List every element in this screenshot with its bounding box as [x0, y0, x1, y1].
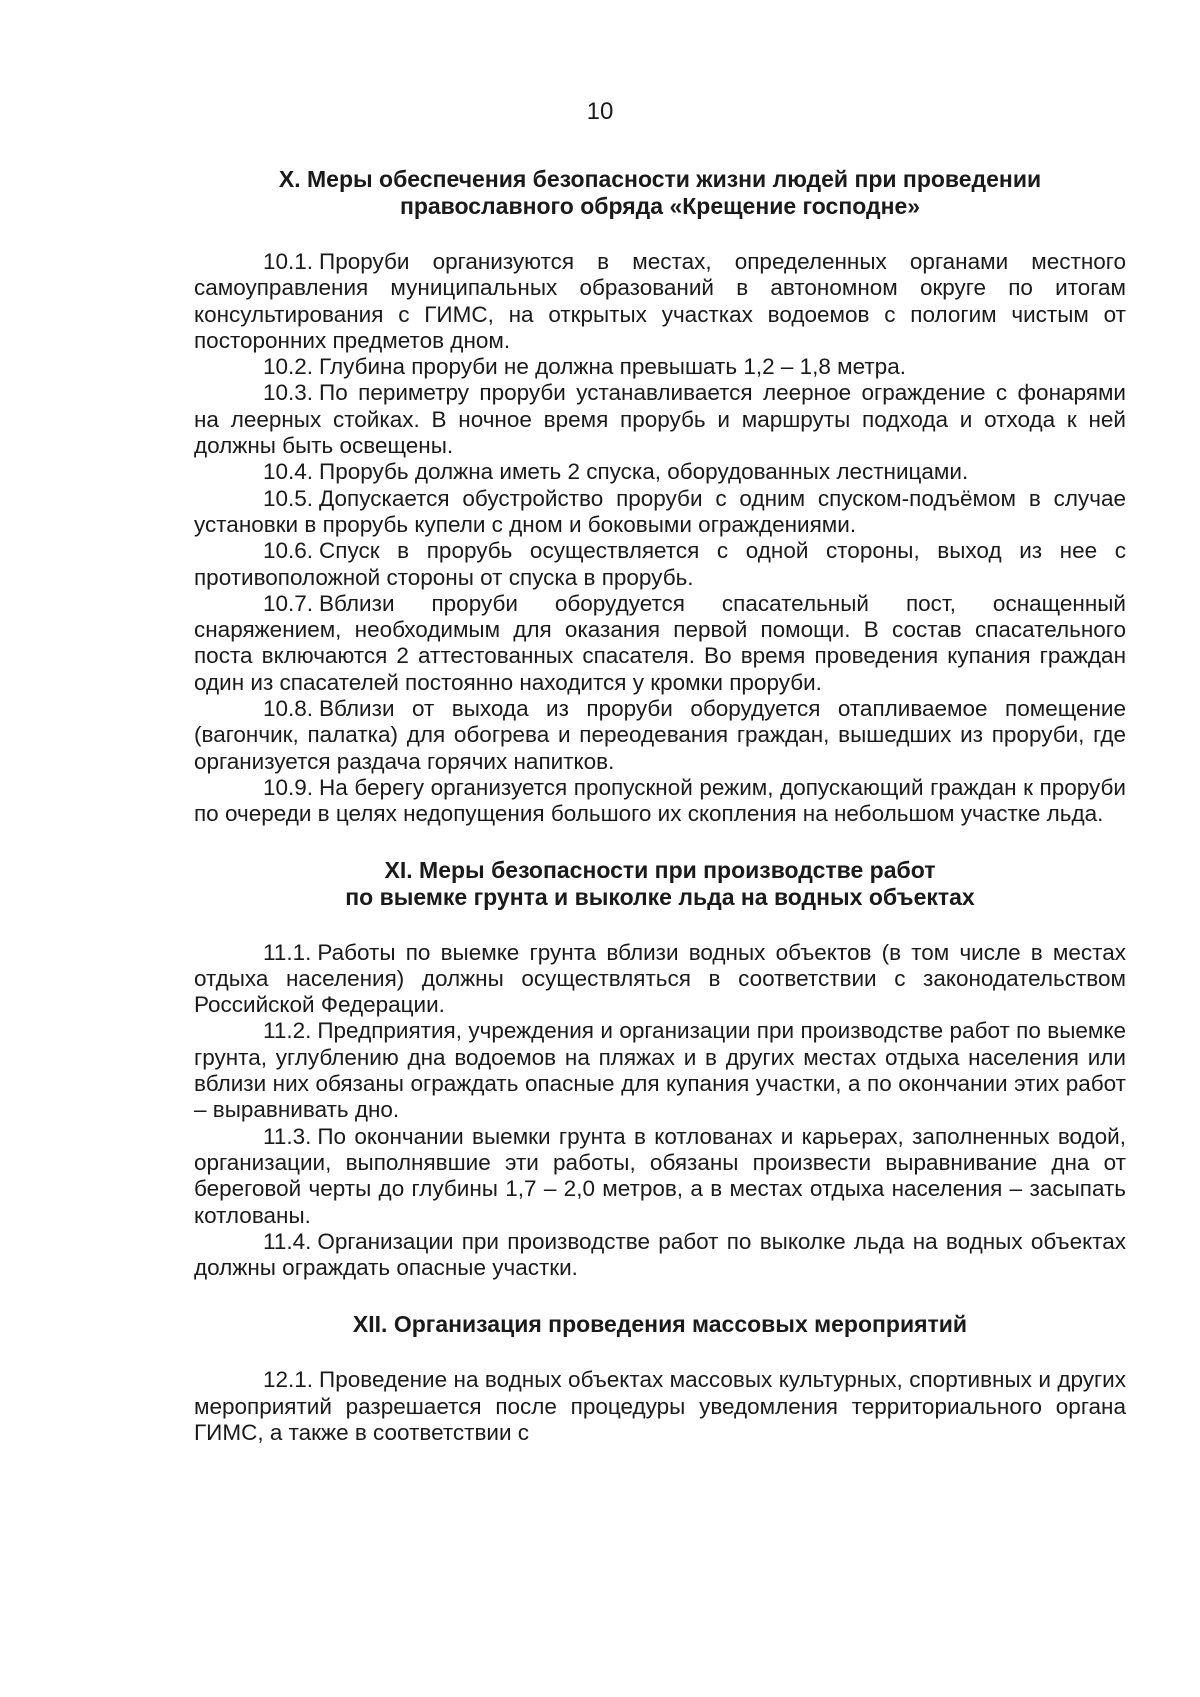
- section-x: [194, 166, 1126, 828]
- section-title-line: X. Меры обеспечения безопасности жизни людей при проведении: [278, 166, 1042, 192]
- section-title-line: XI. Меры безопасности при производстве работ: [384, 856, 936, 883]
- paragraph-number: 10.3.: [263, 380, 314, 406]
- paragraph-text: Глубина проруби не должна превышать 1,2 – 1,8 метра.: [319, 354, 906, 380]
- document-body: [194, 166, 1126, 1446]
- paragraph-text: Работы по выемке грунта вблизи водных объектов (в том числе в местах отдыха населения) должны осуществляться в соответствии с законодательством Российской Федерации.: [194, 939, 1126, 1018]
- paragraph-text: Предприятия, учреждения и организации при производстве работ по выемке грунта, углублению дна водоемов на пляжах и в других местах отдыха населения или вблизи них обязаны ограждать опасные для купания участки, а по окончании этих работ – выравнивать дно.: [194, 1018, 1126, 1123]
- paragraph-text: На берегу организуется пропускной режим, допускающий граждан к проруби по очереди в целях недопущения большого их скопления на небольшом участке льда.: [194, 774, 1126, 827]
- paragraph-number: 10.2.: [263, 354, 314, 380]
- section-xi: [194, 857, 1126, 1282]
- paragraph-number: 10.7.: [263, 590, 314, 616]
- section-title-line: по выемке грунта и выколке льда на водных объектах: [345, 883, 975, 910]
- paragraph-number: 10.6.: [263, 538, 314, 564]
- paragraph-text: Проруби организуются в местах, определенных органами местного самоуправления муниципальных образований в автономном округе по итогам консультирования с ГИМС, на открытых участках водоемов с пологим чистым от посторонних предметов дном.: [194, 249, 1126, 353]
- paragraph-text: Проведение на водных объектах массовых культурных, спортивных и других мероприятий разрешается после процедуры уведомления территориального органа ГИМС, а также в соответствии с: [194, 1367, 1126, 1445]
- paragraph-10-2: [194, 354, 1126, 380]
- section-xii: [194, 1311, 1126, 1446]
- paragraph-number: 10.8.: [263, 696, 314, 722]
- paragraph-number: 10.4.: [263, 459, 314, 485]
- paragraph-10-3: [194, 380, 1126, 459]
- paragraph-number: 11.4.: [263, 1228, 312, 1254]
- paragraph-10-9: [194, 775, 1126, 828]
- paragraph-11-4: [194, 1229, 1126, 1282]
- paragraph-text: Спуск в прорубь осуществляется с одной стороны, выход из нее с противоположной стороны от спуска в прорубь.: [194, 538, 1126, 590]
- paragraph-10-4: [194, 459, 1126, 485]
- section-title: [194, 166, 1126, 220]
- paragraph-11-3: [194, 1124, 1126, 1229]
- section-title-line: православного обряда «Крещение господне»: [399, 193, 921, 219]
- paragraph-number: 11.2.: [263, 1018, 312, 1044]
- paragraph-text: Вблизи проруби оборудуется спасательный пост, оснащенный снаряжением, необходимым для оказания первой помощи. В состав спасательного поста включаются 2 аттестованных спасателя. Во время проведения купания граждан один из спасателей постоянно находится у кромки проруби.: [194, 590, 1126, 695]
- paragraph-text: По периметру проруби устанавливается леерное ограждение с фонарями на леерных стойках. В ночное время прорубь и маршруты подхода и отхода к ней должны быть освещены.: [194, 380, 1126, 459]
- page-number: 10: [586, 98, 614, 125]
- paragraph-number: 10.1.: [263, 249, 314, 274]
- paragraph-number: 11.3.: [263, 1123, 312, 1149]
- paragraph-11-1: [194, 940, 1126, 1019]
- paragraph-10-7: [194, 591, 1126, 696]
- paragraph-text: По окончании выемки грунта в котлованах и карьерах, заполненных водой, организации, выполнявшие эти работы, обязаны произвести выравнивание дна от береговой черты до глубины 1,7 – 2,0 метров, а в местах отдыха населения – засыпать котлованы.: [194, 1123, 1126, 1228]
- section-title: [194, 857, 1126, 911]
- paragraph-text: Организации при производстве работ по выколке льда на водных объектах должны ограждать опасные участки.: [194, 1228, 1126, 1281]
- paragraph-number: 10.9.: [263, 774, 314, 800]
- section-title-line: XII. Организация проведения массовых мероприятий: [352, 1311, 968, 1338]
- section-spacer: [194, 1281, 1126, 1311]
- paragraph-10-8: [194, 696, 1126, 775]
- paragraph-number: 10.5.: [263, 485, 314, 511]
- paragraph-11-2: [194, 1018, 1126, 1123]
- paragraph-10-5: [194, 486, 1126, 539]
- paragraph-10-1: [194, 249, 1126, 354]
- paragraph-text: Допускается обустройство проруби с одним спуском-подъёмом в случае установки в прорубь купели с дном и боковыми ограждениями.: [194, 485, 1126, 537]
- paragraph-number: 11.1.: [263, 939, 312, 965]
- paragraph-number: 12.1.: [263, 1367, 314, 1393]
- paragraph-10-6: [194, 538, 1126, 591]
- section-title: [194, 1311, 1126, 1338]
- section-spacer: [194, 828, 1126, 857]
- paragraph-text: Вблизи от выхода из проруби оборудуется отапливаемое помещение (вагончик, палатка) для обогрева и переодевания граждан, вышедших из проруби, где организуется раздача горячих напитков.: [194, 696, 1126, 774]
- paragraph-12-1: [194, 1367, 1126, 1446]
- paragraph-text: Прорубь должна иметь 2 спуска, оборудованных лестницами.: [319, 459, 969, 485]
